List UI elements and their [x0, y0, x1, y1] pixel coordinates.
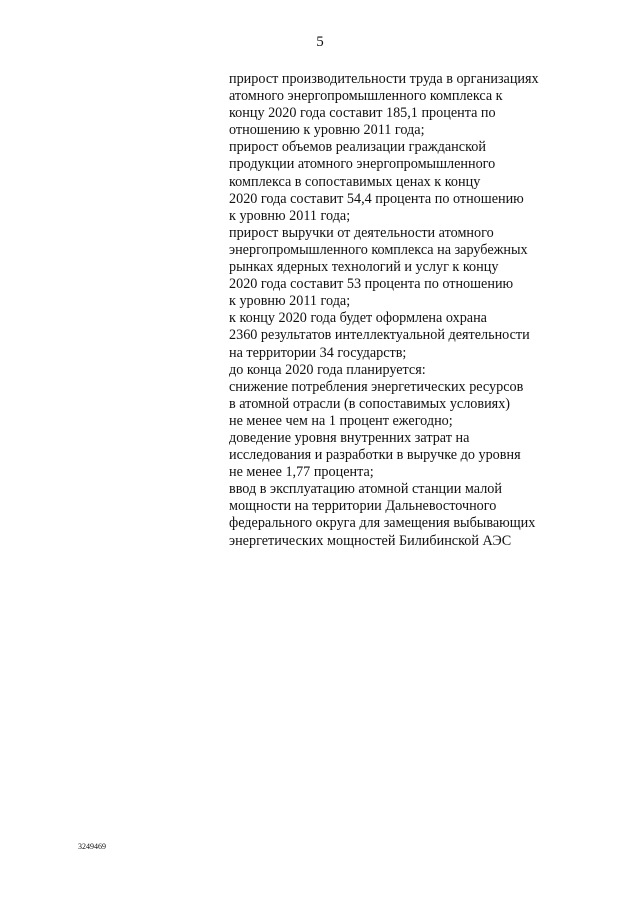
text-line: 2360 результатов интеллектуальной деятельности — [229, 327, 530, 344]
text-line: на территории 34 государств; — [229, 344, 407, 361]
text-line: снижение потребления энергетических ресурсов — [229, 378, 524, 395]
text-line: в атомной отрасли (в сопоставимых условиях) — [229, 395, 511, 412]
text-line: к уровню 2011 года; — [229, 293, 351, 310]
text-line: прирост объемов реализации гражданской — [229, 139, 486, 156]
text-line: энергопромышленного комплекса на зарубежных — [229, 241, 528, 258]
text-line: атомного энергопромышленного комплекса к — [229, 88, 503, 105]
text-line: доведение уровня внутренних затрат на — [229, 429, 470, 446]
text-line: мощности на территории Дальневосточного — [229, 498, 497, 515]
body-text — [229, 71, 629, 550]
text-line: прирост выручки от деятельности атомного — [229, 224, 494, 241]
text-line: рынках ядерных технологий и услуг к концу — [229, 259, 499, 276]
text-line: продукции атомного энергопромышленного — [229, 156, 496, 173]
text-line: прирост производительности труда в организациях — [229, 71, 539, 87]
text-line: 2020 года составит 54,4 процента по отношению — [229, 190, 524, 207]
text-line: отношению к уровню 2011 года; — [229, 122, 425, 139]
text-line: концу 2020 года составит 185,1 процента по — [229, 105, 496, 122]
text-line: до конца 2020 года планируется: — [229, 361, 426, 378]
text-line: исследования и разработки в выручке до уровня — [229, 447, 521, 464]
text-line: ввод в эксплуатацию атомной станции малой — [229, 481, 502, 498]
document-code: 3249469 — [78, 842, 106, 851]
text-line: к концу 2020 года будет оформлена охрана — [229, 310, 487, 327]
text-line: к уровню 2011 года; — [229, 207, 351, 224]
text-line: не менее 1,77 процента; — [229, 464, 374, 481]
text-line: 2020 года составит 53 процента по отношению — [229, 276, 514, 293]
text-line: энергетических мощностей Билибинской АЭС — [229, 532, 512, 549]
text-line: комплекса в сопоставимых ценах к концу — [229, 173, 481, 190]
text-line: федерального округа для замещения выбывающих — [229, 515, 536, 532]
text-line: не менее чем на 1 процент ежегодно; — [229, 412, 453, 429]
page-number: 5 — [316, 34, 324, 50]
